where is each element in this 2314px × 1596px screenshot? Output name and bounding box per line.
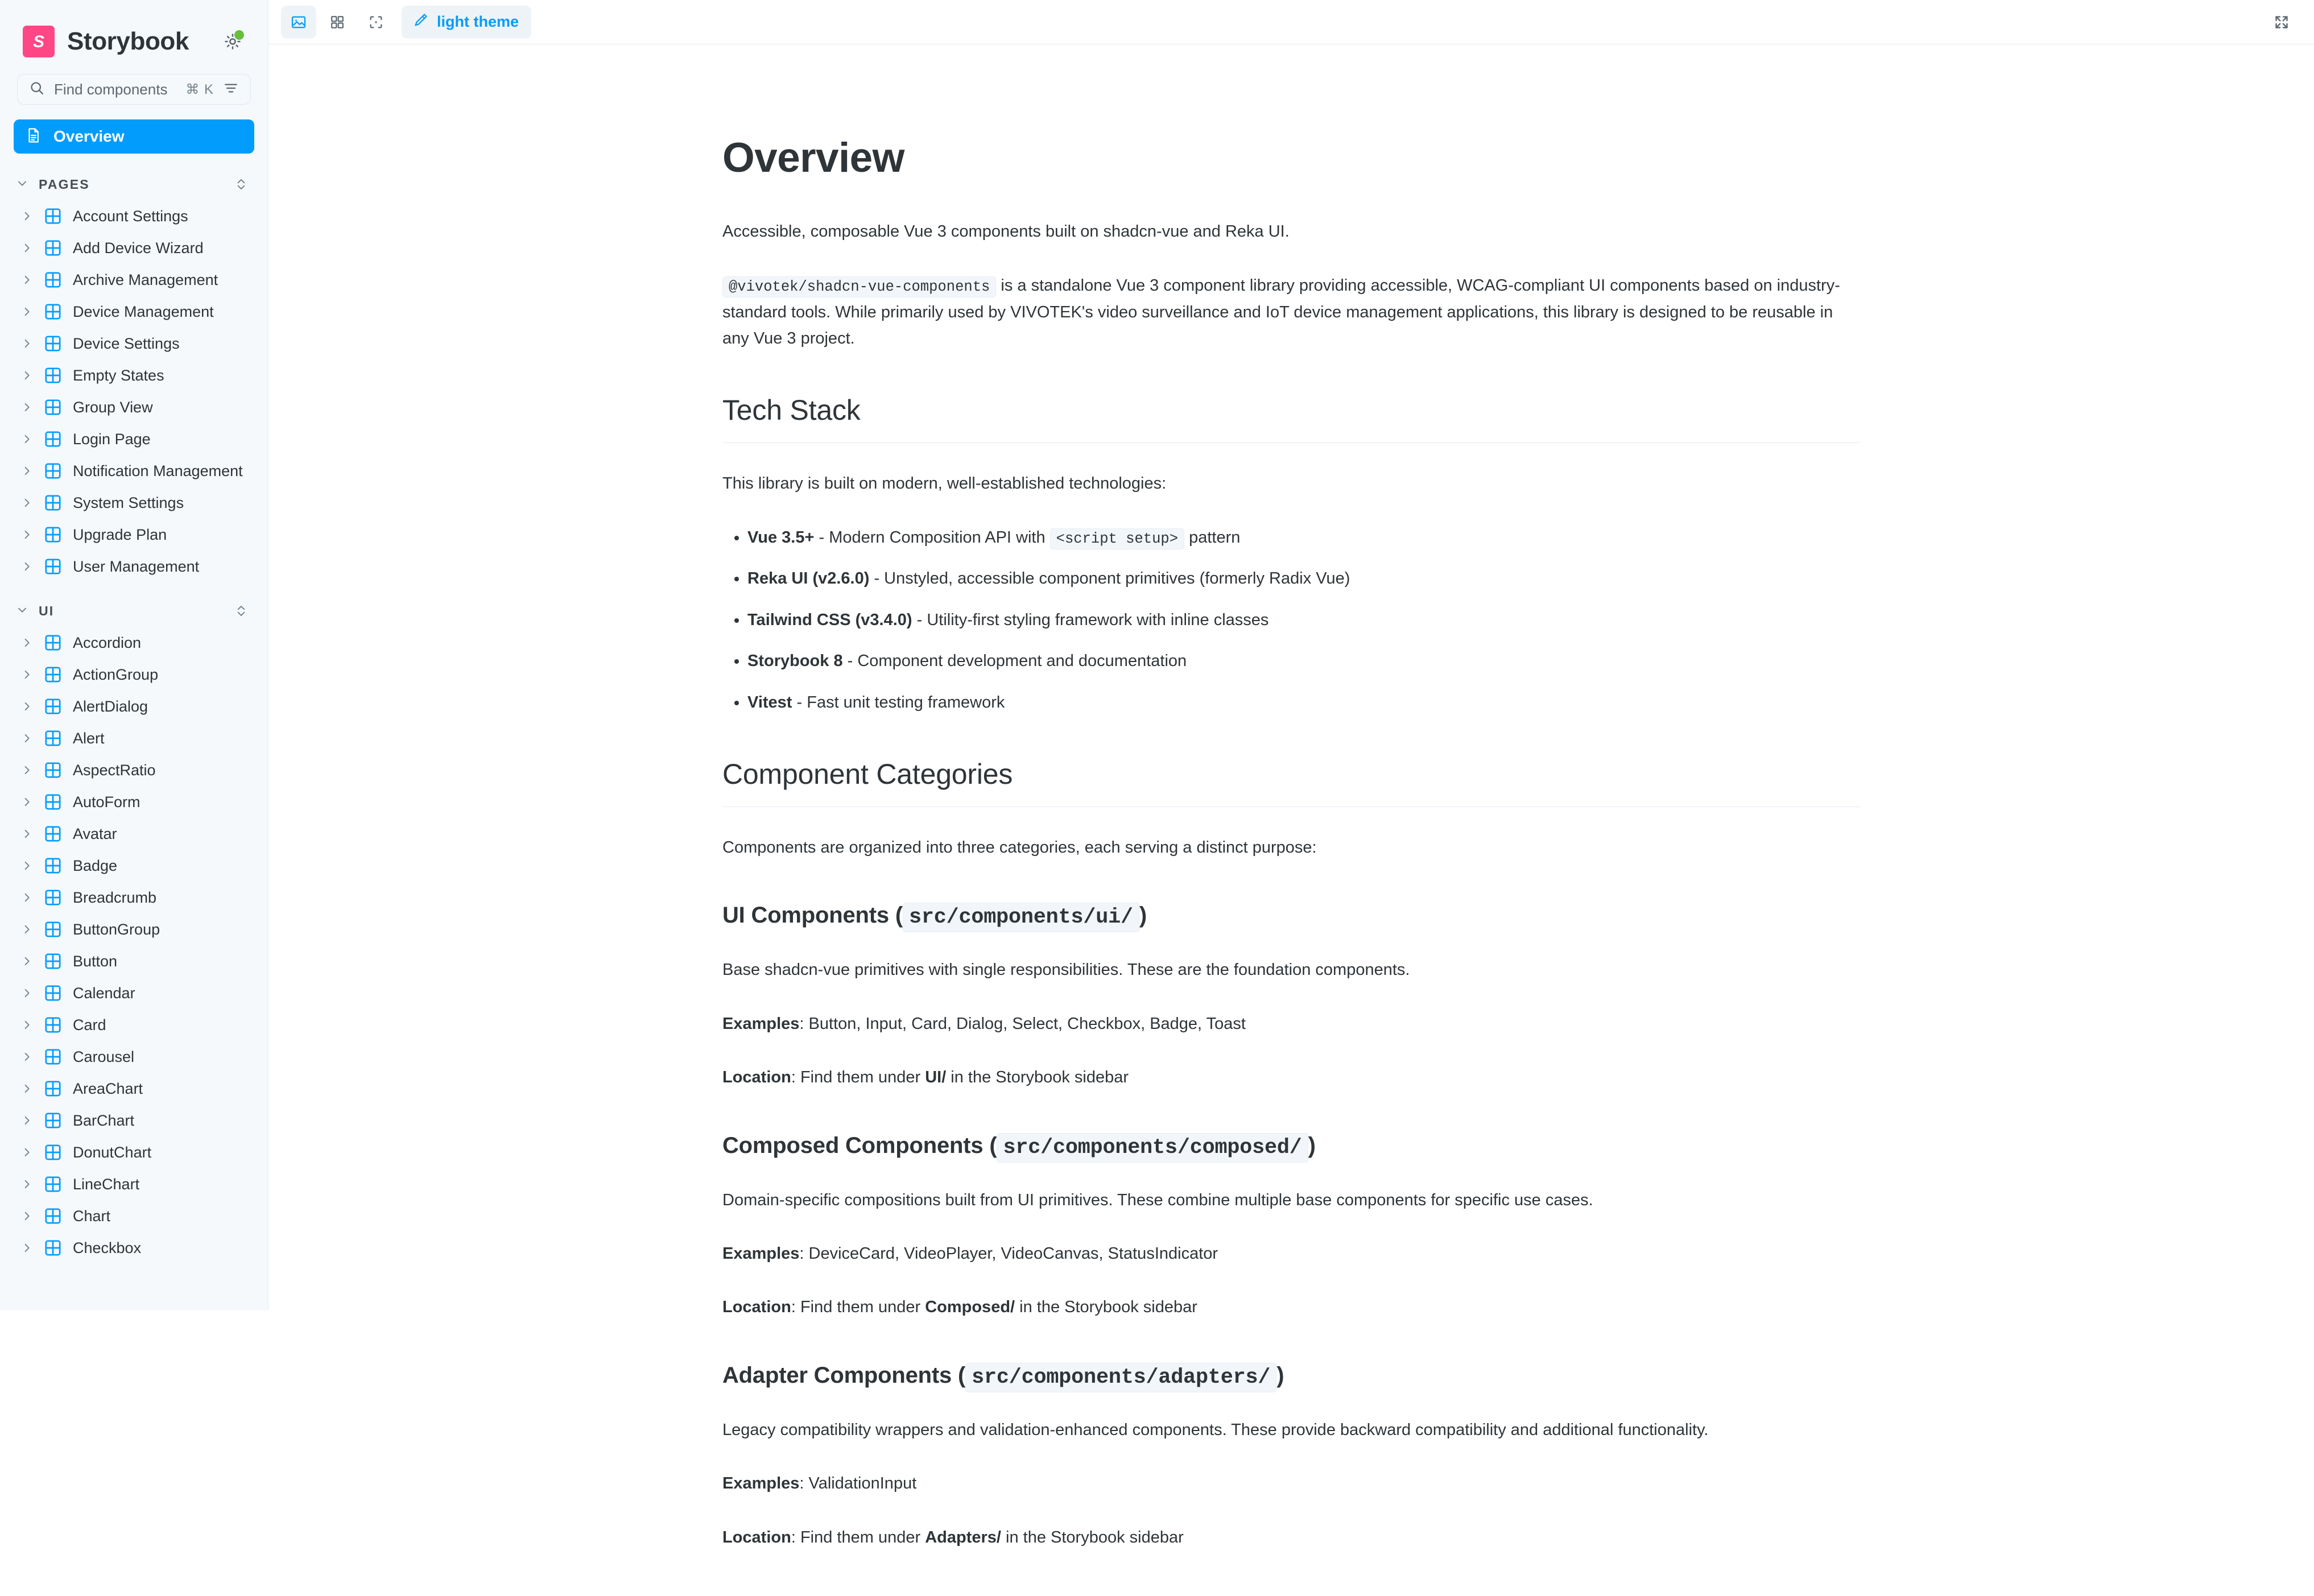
component-icon (43, 729, 63, 748)
chevron-down-icon (16, 177, 28, 192)
page-title: Overview (722, 135, 904, 181)
theme-toggle-button[interactable] (402, 6, 531, 39)
search-icon (29, 80, 45, 99)
category-title: Composed Components ( (722, 1132, 997, 1158)
component-icon (43, 1111, 63, 1130)
sidebar-item-aspectratio[interactable] (0, 754, 268, 786)
location-label: Location (722, 1528, 791, 1547)
tech-stack-item (747, 648, 1860, 674)
package-paragraph (722, 272, 1860, 352)
sidebar-item-label: Accordion (73, 634, 142, 651)
search-input[interactable] (17, 74, 251, 105)
component-icon (43, 461, 63, 481)
examples-value: : Button, Input, Card, Dialog, Select, Checkbox, Badge, Toast (799, 1014, 1246, 1033)
component-icon (43, 366, 63, 385)
sidebar-item-calendar[interactable] (0, 977, 268, 1009)
sidebar-item-empty-states[interactable] (0, 359, 268, 391)
category-title-close: ) (1139, 903, 1147, 928)
tech-name: Storybook 8 (747, 652, 843, 671)
sidebar-item-label: Alert (73, 729, 105, 747)
component-icon (43, 1015, 63, 1035)
chevron-right-icon[interactable] (20, 668, 33, 681)
component-icon (43, 1238, 63, 1258)
tech-desc-before: - Utility-first styling framework with inline classes (912, 610, 1269, 629)
sidebar-item-label: Carousel (73, 1048, 135, 1065)
sidebar-item-label: Group View (73, 398, 153, 416)
chevron-right-icon[interactable] (20, 242, 33, 254)
location-text-before: : Find them under (791, 1528, 925, 1547)
sidebar-item-barchart[interactable] (0, 1105, 268, 1136)
component-icon (43, 302, 63, 321)
component-categories-lead: Components are organized into three categories, each serving a distinct purpose: (722, 838, 1317, 857)
documentation-article (722, 44, 1860, 1596)
chevron-right-icon[interactable] (20, 433, 33, 445)
component-icon (43, 206, 63, 226)
component-icon (43, 760, 63, 780)
sidebar-item-label: Account Settings (73, 207, 188, 225)
chevron-right-icon[interactable] (20, 828, 33, 840)
component-icon (43, 633, 63, 652)
component-icon (43, 493, 63, 512)
sidebar-item-overview-label: Overview (53, 127, 125, 145)
update-available-dot (234, 30, 244, 40)
location-text-before: : Find them under (791, 1298, 925, 1317)
location-text-before: : Find them under (791, 1068, 925, 1087)
category-description: Base shadcn-vue primitives with single responsibilities. These are the foundation components. (722, 961, 1410, 979)
component-icon (43, 1143, 63, 1162)
search-placeholder: Find components (54, 80, 168, 98)
chevron-right-icon[interactable] (20, 497, 33, 509)
sidebar-item-alert[interactable] (0, 722, 268, 754)
sidebar-item-label: ButtonGroup (73, 920, 160, 938)
sidebar-item-label: Archive Management (73, 271, 218, 288)
tech-stack-item (747, 524, 1860, 551)
brand-name: Storybook (67, 27, 189, 55)
component-icon (43, 824, 63, 844)
tech-stack-item (747, 607, 1860, 633)
component-icon (43, 398, 63, 417)
sidebar-item-label: LineChart (73, 1175, 140, 1193)
chevron-right-icon[interactable] (20, 923, 33, 936)
chevron-right-icon[interactable] (20, 1178, 33, 1190)
sort-icon[interactable] (234, 176, 249, 193)
sidebar-item-badge[interactable] (0, 850, 268, 882)
location-folder: Composed/ (925, 1298, 1015, 1317)
sidebar-item-upgrade-plan[interactable] (0, 519, 268, 551)
chevron-right-icon[interactable] (20, 369, 33, 382)
chevron-down-icon (16, 603, 28, 619)
sidebar-item-notification-management[interactable] (0, 455, 268, 487)
examples-value: : DeviceCard, VideoPlayer, VideoCanvas, StatusIndicator (799, 1244, 1218, 1263)
sidebar-item-chart[interactable] (0, 1200, 268, 1232)
chevron-right-icon[interactable] (20, 1051, 33, 1063)
component-icon (43, 1206, 63, 1226)
category-location (722, 1524, 1860, 1550)
tech-stack-lead: This library is built on modern, well-established technologies: (722, 474, 1167, 493)
chevron-right-icon[interactable] (20, 274, 33, 286)
category-title-close: ) (1276, 1362, 1284, 1388)
component-icon (43, 429, 63, 449)
sidebar-item-checkbox[interactable] (0, 1232, 268, 1264)
sidebar-item-linechart[interactable] (0, 1168, 268, 1200)
chevron-right-icon[interactable] (20, 528, 33, 541)
category-title-close: ) (1308, 1132, 1316, 1158)
component-categories-heading: Component Categories (722, 758, 1860, 807)
chevron-right-icon[interactable] (20, 337, 33, 350)
sidebar-item-label: Button (73, 952, 118, 970)
examples-label: Examples (722, 1474, 800, 1493)
sidebar-item-group-view[interactable] (0, 391, 268, 423)
location-text-after: in the Storybook sidebar (1001, 1528, 1184, 1547)
search-shortcut: ⌘ K (185, 81, 214, 97)
component-icon (43, 557, 63, 576)
examples-label: Examples (722, 1244, 800, 1263)
component-icon (43, 665, 63, 684)
show-canvas-button[interactable] (281, 6, 316, 39)
tech-name: Vue 3.5+ (747, 528, 815, 547)
category-examples (722, 1011, 1860, 1037)
sidebar-item-label: ActionGroup (73, 665, 159, 683)
component-icon (43, 1175, 63, 1194)
grid-view-button[interactable] (320, 6, 355, 39)
component-icon (43, 856, 63, 875)
sidebar-item-label: Avatar (73, 825, 117, 842)
measure-button[interactable] (358, 6, 394, 39)
chevron-right-icon[interactable] (20, 700, 33, 713)
component-icon (43, 920, 63, 939)
sidebar-item-label: Upgrade Plan (73, 526, 167, 543)
sidebar-item-label: Login Page (73, 430, 151, 448)
chevron-right-icon[interactable] (20, 560, 33, 573)
sidebar-item-archive-management[interactable] (0, 264, 268, 296)
category-description: Legacy compatibility wrappers and validation-enhanced components. These provide backward compatibility and additional functionality. (722, 1420, 1709, 1439)
category-title: Adapter Components ( (722, 1362, 966, 1388)
category-path-code: src/components/composed/ (997, 1133, 1308, 1163)
svg-text:S: S (33, 32, 44, 51)
sidebar-group-label: UI (39, 603, 55, 618)
sidebar-item-label: Calendar (73, 984, 135, 1002)
component-icon (43, 525, 63, 544)
doc-scroll-area[interactable] (268, 44, 2314, 1596)
sidebar-item-label: Chart (73, 1207, 111, 1225)
tech-stack-item (747, 565, 1860, 592)
category-path-code: src/components/adapters/ (965, 1363, 1276, 1392)
category-heading (722, 1363, 1860, 1390)
category-examples (722, 1470, 1860, 1496)
filter-icon[interactable] (223, 80, 239, 99)
sidebar-item-label: BarChart (73, 1111, 135, 1129)
chevron-right-icon[interactable] (20, 1210, 33, 1222)
location-folder: UI/ (925, 1068, 947, 1087)
component-icon (43, 697, 63, 716)
package-description: is a standalone Vue 3 component library providing accessible, WCAG-compliant UI components based on industry-standard tools. While primarily used by VIVOTEK's video surveillance and IoT device management applications, this library is designed to be reusable in any Vue 3 project. (722, 276, 1840, 348)
sidebar-item-account-settings[interactable] (0, 200, 268, 232)
sidebar-item-system-settings[interactable] (0, 487, 268, 519)
category-examples (722, 1241, 1860, 1267)
component-icon (43, 983, 63, 1003)
category-location (722, 1064, 1860, 1090)
tech-desc-before: - Fast unit testing framework (792, 693, 1005, 712)
brush-icon (412, 12, 429, 32)
sidebar-item-add-device-wizard[interactable] (0, 232, 268, 264)
sidebar-item-carousel[interactable] (0, 1041, 268, 1073)
sidebar-item-label: AutoForm (73, 793, 141, 811)
sidebar-item-label: Device Management (73, 303, 214, 320)
chevron-right-icon[interactable] (20, 987, 33, 999)
sidebar-item-label: User Management (73, 557, 200, 575)
sidebar-item-device-settings[interactable] (0, 328, 268, 359)
sidebar-item-label: AreaChart (73, 1080, 143, 1097)
sidebar-item-label: Card (73, 1016, 106, 1033)
sidebar-item-label: Notification Management (73, 462, 243, 479)
toolbar (268, 0, 2314, 44)
location-folder: Adapters/ (925, 1528, 1001, 1547)
category-location (722, 1294, 1860, 1320)
document-icon (25, 127, 42, 147)
tech-stack-list (722, 524, 1860, 716)
intro-paragraph: Accessible, composable Vue 3 components built on shadcn-vue and Reka UI. (722, 222, 1290, 241)
sidebar-item-accordion[interactable] (0, 627, 268, 659)
tech-name: Vitest (747, 693, 792, 712)
sidebar-item-alertdialog[interactable] (0, 691, 268, 722)
sidebar-item-donutchart[interactable] (0, 1136, 268, 1168)
chevron-right-icon[interactable] (20, 1019, 33, 1031)
sidebar-brand[interactable] (0, 0, 268, 61)
tech-code: <script setup> (1050, 528, 1184, 549)
sidebar-item-label: Breadcrumb (73, 888, 157, 906)
examples-value: : ValidationInput (799, 1474, 917, 1493)
sidebar-item-actiongroup[interactable] (0, 659, 268, 691)
chevron-right-icon[interactable] (20, 1242, 33, 1254)
location-label: Location (722, 1068, 791, 1087)
component-icon (43, 792, 63, 812)
sidebar-item-buttongroup[interactable] (0, 913, 268, 945)
sort-icon[interactable] (234, 602, 249, 619)
component-icon (43, 1047, 63, 1066)
sidebar-item-device-management[interactable] (0, 296, 268, 328)
sidebar-item-label: AlertDialog (73, 697, 148, 715)
component-icon (43, 334, 63, 353)
sidebar-item-label: Empty States (73, 366, 164, 384)
sidebar-item-label: Add Device Wizard (73, 239, 204, 257)
chevron-right-icon[interactable] (20, 891, 33, 904)
sidebar-item-breadcrumb[interactable] (0, 882, 268, 913)
chevron-right-icon[interactable] (20, 1114, 33, 1127)
sidebar-item-areachart[interactable] (0, 1073, 268, 1105)
component-icon (43, 238, 63, 258)
chevron-right-icon[interactable] (20, 305, 33, 318)
sidebar-item-card[interactable] (0, 1009, 268, 1041)
chevron-right-icon[interactable] (20, 1082, 33, 1095)
tech-name: Reka UI (v2.6.0) (747, 569, 870, 588)
category-heading (722, 1133, 1860, 1160)
location-text-after: in the Storybook sidebar (1015, 1298, 1197, 1317)
sidebar-item-label: DonutChart (73, 1143, 152, 1161)
sidebar-item-label: AspectRatio (73, 761, 156, 779)
chevron-right-icon[interactable] (20, 401, 33, 414)
category-path-code: src/components/ui/ (903, 903, 1139, 932)
sidebar-item-label: System Settings (73, 494, 184, 511)
tech-stack-item (747, 689, 1860, 716)
sidebar-group-pages[interactable] (0, 168, 268, 200)
storybook-logo-icon (23, 26, 55, 57)
component-icon (43, 270, 63, 290)
sidebar-item-autoform[interactable] (0, 786, 268, 818)
component-icon (43, 952, 63, 971)
chevron-right-icon[interactable] (20, 764, 33, 776)
gear-icon[interactable] (220, 29, 245, 54)
location-text-after: in the Storybook sidebar (946, 1068, 1129, 1087)
sidebar-item-avatar[interactable] (0, 818, 268, 850)
tech-stack-heading: Tech Stack (722, 394, 1860, 443)
tech-desc-before: - Component development and documentation (842, 652, 1187, 671)
sidebar-item-label: Checkbox (73, 1239, 142, 1256)
category-title: UI Components ( (722, 903, 903, 928)
tech-desc-before: - Modern Composition API with (814, 528, 1050, 547)
chevron-right-icon[interactable] (20, 210, 33, 222)
chevron-right-icon[interactable] (20, 955, 33, 967)
chevron-right-icon[interactable] (20, 732, 33, 745)
chevron-right-icon[interactable] (20, 1146, 33, 1159)
component-icon (43, 1079, 63, 1098)
sidebar-group-label: PAGES (39, 176, 90, 192)
theme-label: light theme (437, 13, 519, 30)
category-heading (722, 903, 1860, 929)
location-label: Location (722, 1298, 791, 1317)
sidebar-item-button[interactable] (0, 945, 268, 977)
sidebar (0, 0, 268, 1310)
component-icon (43, 888, 63, 907)
sidebar-item-login-page[interactable] (0, 423, 268, 455)
sidebar-item-user-management[interactable] (0, 551, 268, 582)
package-name-code: @vivotek/shadcn-vue-components (722, 276, 996, 297)
sidebar-item-label: Device Settings (73, 334, 180, 352)
sidebar-item-overview[interactable] (14, 119, 254, 154)
tech-name: Tailwind CSS (v3.4.0) (747, 610, 912, 629)
chevron-right-icon[interactable] (20, 465, 33, 477)
category-description: Domain-specific compositions built from UI primitives. These combine multiple base components for specific use cases. (722, 1190, 1593, 1209)
tech-desc-after: pattern (1184, 528, 1241, 547)
fullscreen-icon[interactable] (2264, 6, 2299, 39)
examples-label: Examples (722, 1014, 800, 1033)
component-category-sections (722, 903, 1860, 1550)
chevron-right-icon[interactable] (20, 796, 33, 808)
chevron-right-icon[interactable] (20, 859, 33, 872)
sidebar-item-label: Badge (73, 857, 118, 874)
main-panel (268, 0, 2314, 1547)
sidebar-tree[interactable] (0, 154, 268, 1310)
chevron-right-icon[interactable] (20, 636, 33, 649)
sidebar-group-ui[interactable] (0, 595, 268, 627)
tech-desc-before: - Unstyled, accessible component primitives (formerly Radix Vue) (869, 569, 1350, 588)
sidebar-group-spacer (0, 582, 268, 595)
